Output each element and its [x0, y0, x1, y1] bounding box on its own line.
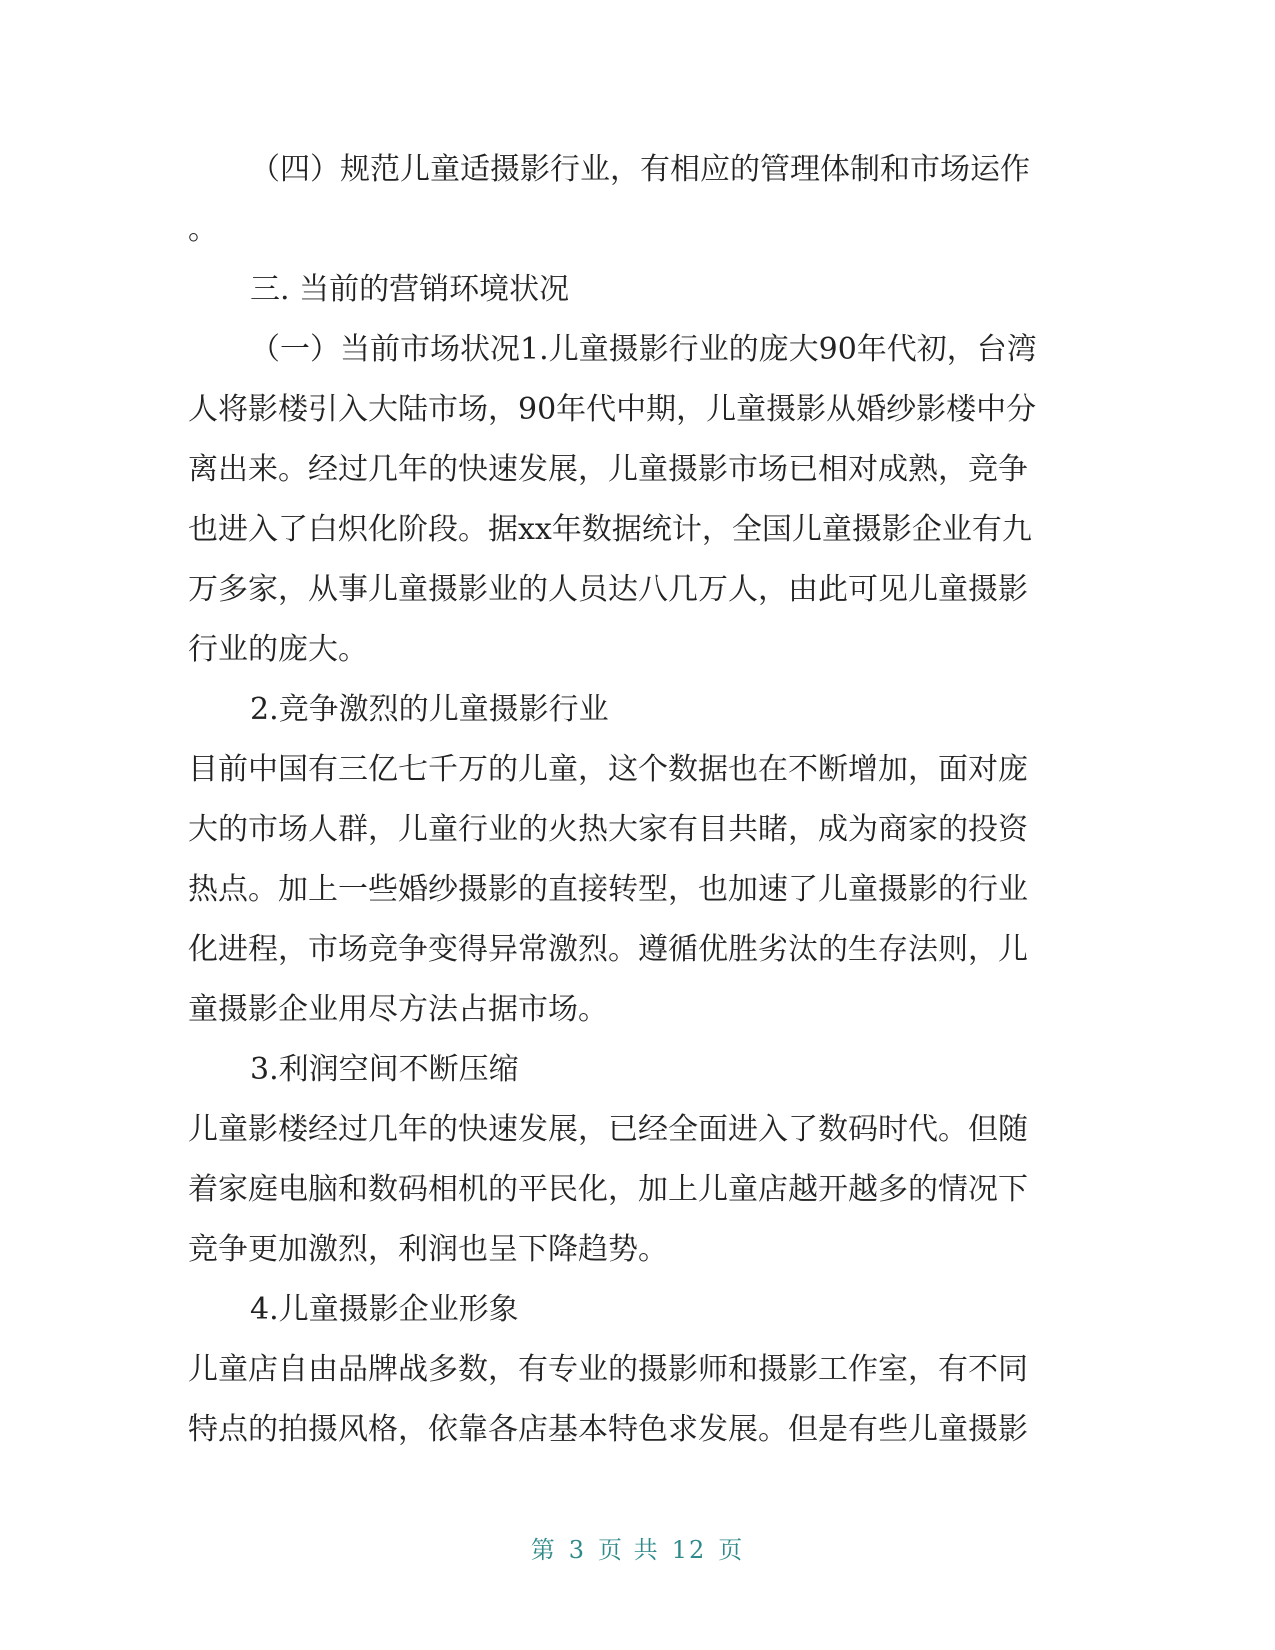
footer-middle: 页 共: [598, 1536, 660, 1564]
text-line: （一）当前市场状况1.儿童摄影行业的庞大90年代初，台湾: [250, 332, 1037, 367]
text-line: 3.利润空间不断压缩: [250, 1052, 519, 1087]
text-line: 儿童影楼经过几年的快速发展，已经全面进入了数码时代。但随: [188, 1112, 1028, 1147]
page-footer: [0, 1530, 1275, 1565]
text-line: 目前中国有三亿七千万的儿童，这个数据也在不断增加，面对庞: [188, 752, 1028, 787]
text-line: 童摄影企业用尽方法占据市场。: [188, 992, 608, 1027]
document-body: [188, 140, 1058, 1460]
text-line: 热点。加上一些婚纱摄影的直接转型，也加速了儿童摄影的行业: [188, 872, 1028, 907]
text-line: 也进入了白炽化阶段。据xx年数据统计，全国儿童摄影企业有九: [188, 512, 1032, 547]
text-line: 4.儿童摄影企业形象: [250, 1292, 519, 1327]
text-line: 离出来。经过几年的快速发展，儿童摄影市场已相对成熟，竞争: [188, 452, 1028, 487]
text-line: 。: [188, 212, 218, 247]
text-line: 大的市场人群，儿童行业的火热大家有目共睹，成为商家的投资: [188, 812, 1028, 847]
text-line: （四）规范儿童适摄影行业，有相应的管理体制和市场运作: [250, 152, 1030, 187]
footer-current-page: 3: [568, 1536, 587, 1564]
footer-suffix: 页: [718, 1536, 745, 1564]
text-line: 化进程，市场竞争变得异常激烈。遵循优胜劣汰的生存法则，儿: [188, 932, 1028, 967]
text-line: 行业的庞大。: [188, 632, 368, 667]
text-line: 着家庭电脑和数码相机的平民化，加上儿童店越开越多的情况下: [188, 1172, 1028, 1207]
text-line: 人将影楼引入大陆市场，90年代中期，儿童摄影从婚纱影楼中分: [188, 392, 1037, 427]
text-line: 2.竞争激烈的儿童摄影行业: [250, 692, 609, 727]
text-line: 特点的拍摄风格，依靠各店基本特色求发展。但是有些儿童摄影: [188, 1412, 1028, 1447]
text-line: 儿童店自由品牌战多数，有专业的摄影师和摄影工作室，有不同: [188, 1352, 1028, 1387]
footer-prefix: 第: [530, 1536, 557, 1564]
text-line: 竞争更加激烈，利润也呈下降趋势。: [188, 1232, 668, 1267]
text-line: 万多家，从事儿童摄影业的人员达八几万人，由此可见儿童摄影: [188, 572, 1028, 607]
footer-total-pages: 12: [671, 1536, 707, 1564]
text-line: 三. 当前的营销环境状况: [250, 272, 570, 307]
